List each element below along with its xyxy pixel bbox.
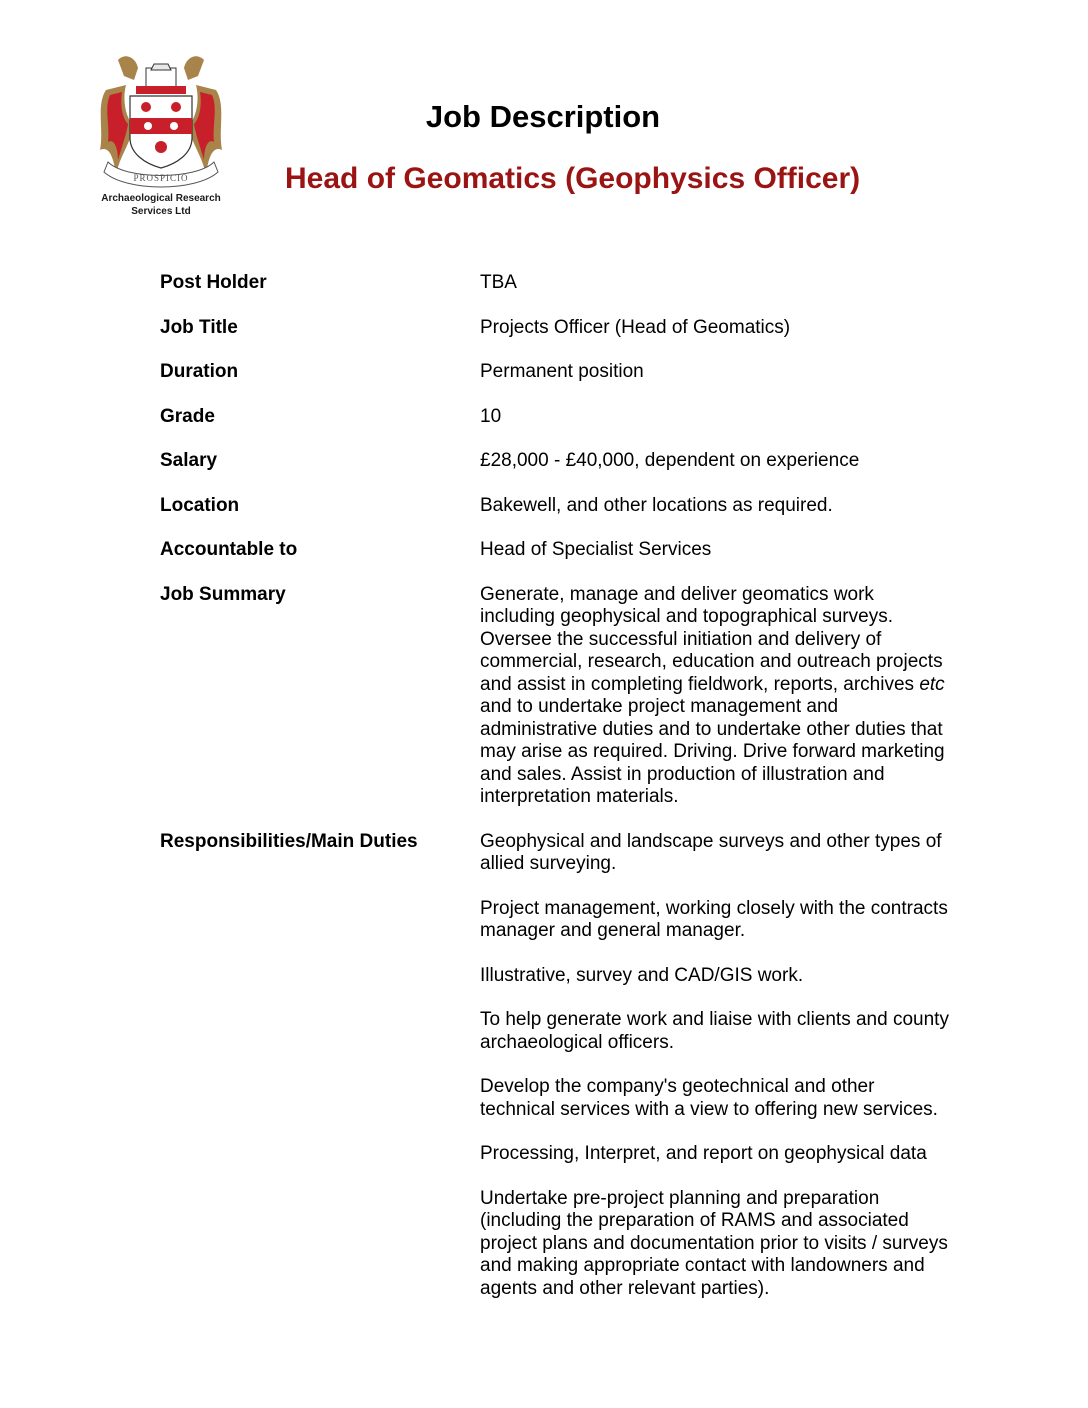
accountable-to-value: Head of Specialist Services <box>480 539 712 560</box>
duration-value: Permanent position <box>480 361 644 382</box>
row-job-summary <box>160 584 950 809</box>
row-responsibilities <box>160 831 950 1301</box>
job-details <box>160 272 950 1322</box>
page-subtitle: Head of Geomatics (Geophysics Officer) <box>285 162 861 195</box>
duty-item: To help generate work and liaise with clients and county archaeological officers. <box>480 1009 949 1053</box>
post-holder-value: TBA <box>480 272 517 293</box>
row-location <box>160 495 950 518</box>
duty-item: Processing, Interpret, and report on geophysical data <box>480 1143 927 1164</box>
row-grade <box>160 406 950 429</box>
duty-item: Illustrative, survey and CAD/GIS work. <box>480 964 804 986</box>
job-summary-value <box>480 584 950 809</box>
logo-caption <box>96 192 226 218</box>
logo-caption-line1: Archaeological Research <box>101 193 221 204</box>
grade-label: Grade <box>160 405 215 427</box>
row-post-holder <box>160 272 950 295</box>
row-duration <box>160 361 950 384</box>
location-label: Location <box>160 494 240 516</box>
company-logo <box>96 50 226 228</box>
job-title-label: Job Title <box>160 316 238 338</box>
logo-motto: PROSPICIO <box>133 173 189 183</box>
responsibilities-label: Responsibilities/Main Duties <box>160 830 418 852</box>
location-value: Bakewell, and other locations as required. <box>480 494 833 516</box>
page-title-text: Job Description <box>425 99 661 134</box>
salary-value: £28,000 - £40,000, dependent on experience <box>480 450 860 471</box>
job-title-value: Projects Officer (Head of Geomatics) <box>480 316 791 338</box>
salary-label: Salary <box>160 450 218 471</box>
post-holder-label: Post Holder <box>160 272 267 293</box>
duty-item: Undertake pre-project planning and preparation (including the preparation of RAMS and associated project plans and documentation prior to visits / surveys and making appropriate contact with landowners and agents and other relevant parties). <box>480 1187 948 1299</box>
row-salary <box>160 450 950 473</box>
job-summary-italic: etc <box>919 673 945 695</box>
responsibilities-list <box>480 831 950 1301</box>
duty-item: Geophysical and landscape surveys and other types of allied surveying. <box>480 830 942 874</box>
job-summary-label: Job Summary <box>160 583 286 605</box>
accountable-to-label: Accountable to <box>160 539 298 560</box>
page-title <box>0 99 1088 135</box>
duty-item: Develop the company's geotechnical and other technical services with a view to offering new services. <box>480 1076 938 1120</box>
row-job-title <box>160 317 950 340</box>
row-accountable-to <box>160 539 950 562</box>
job-summary-text-2: and to undertake project management and administrative duties and to undertake other duties that may arise as required. Driving. Drive forward marketing and sales. Assist in production of illustration and interpretation materials. <box>480 696 945 807</box>
duty-item: Project management, working closely with the contracts manager and general manager. <box>480 897 948 941</box>
duration-label: Duration <box>160 361 239 382</box>
grade-value: 10 <box>480 405 502 427</box>
job-summary-text-1: Generate, manage and deliver geomatics work including geophysical and topographical surveys. Oversee the successful initiation and delivery of commercial, research, education and outreach projects and assist in completing fieldwork, reports, archives <box>480 583 943 695</box>
logo-caption-line2: Services Ltd <box>131 206 191 217</box>
